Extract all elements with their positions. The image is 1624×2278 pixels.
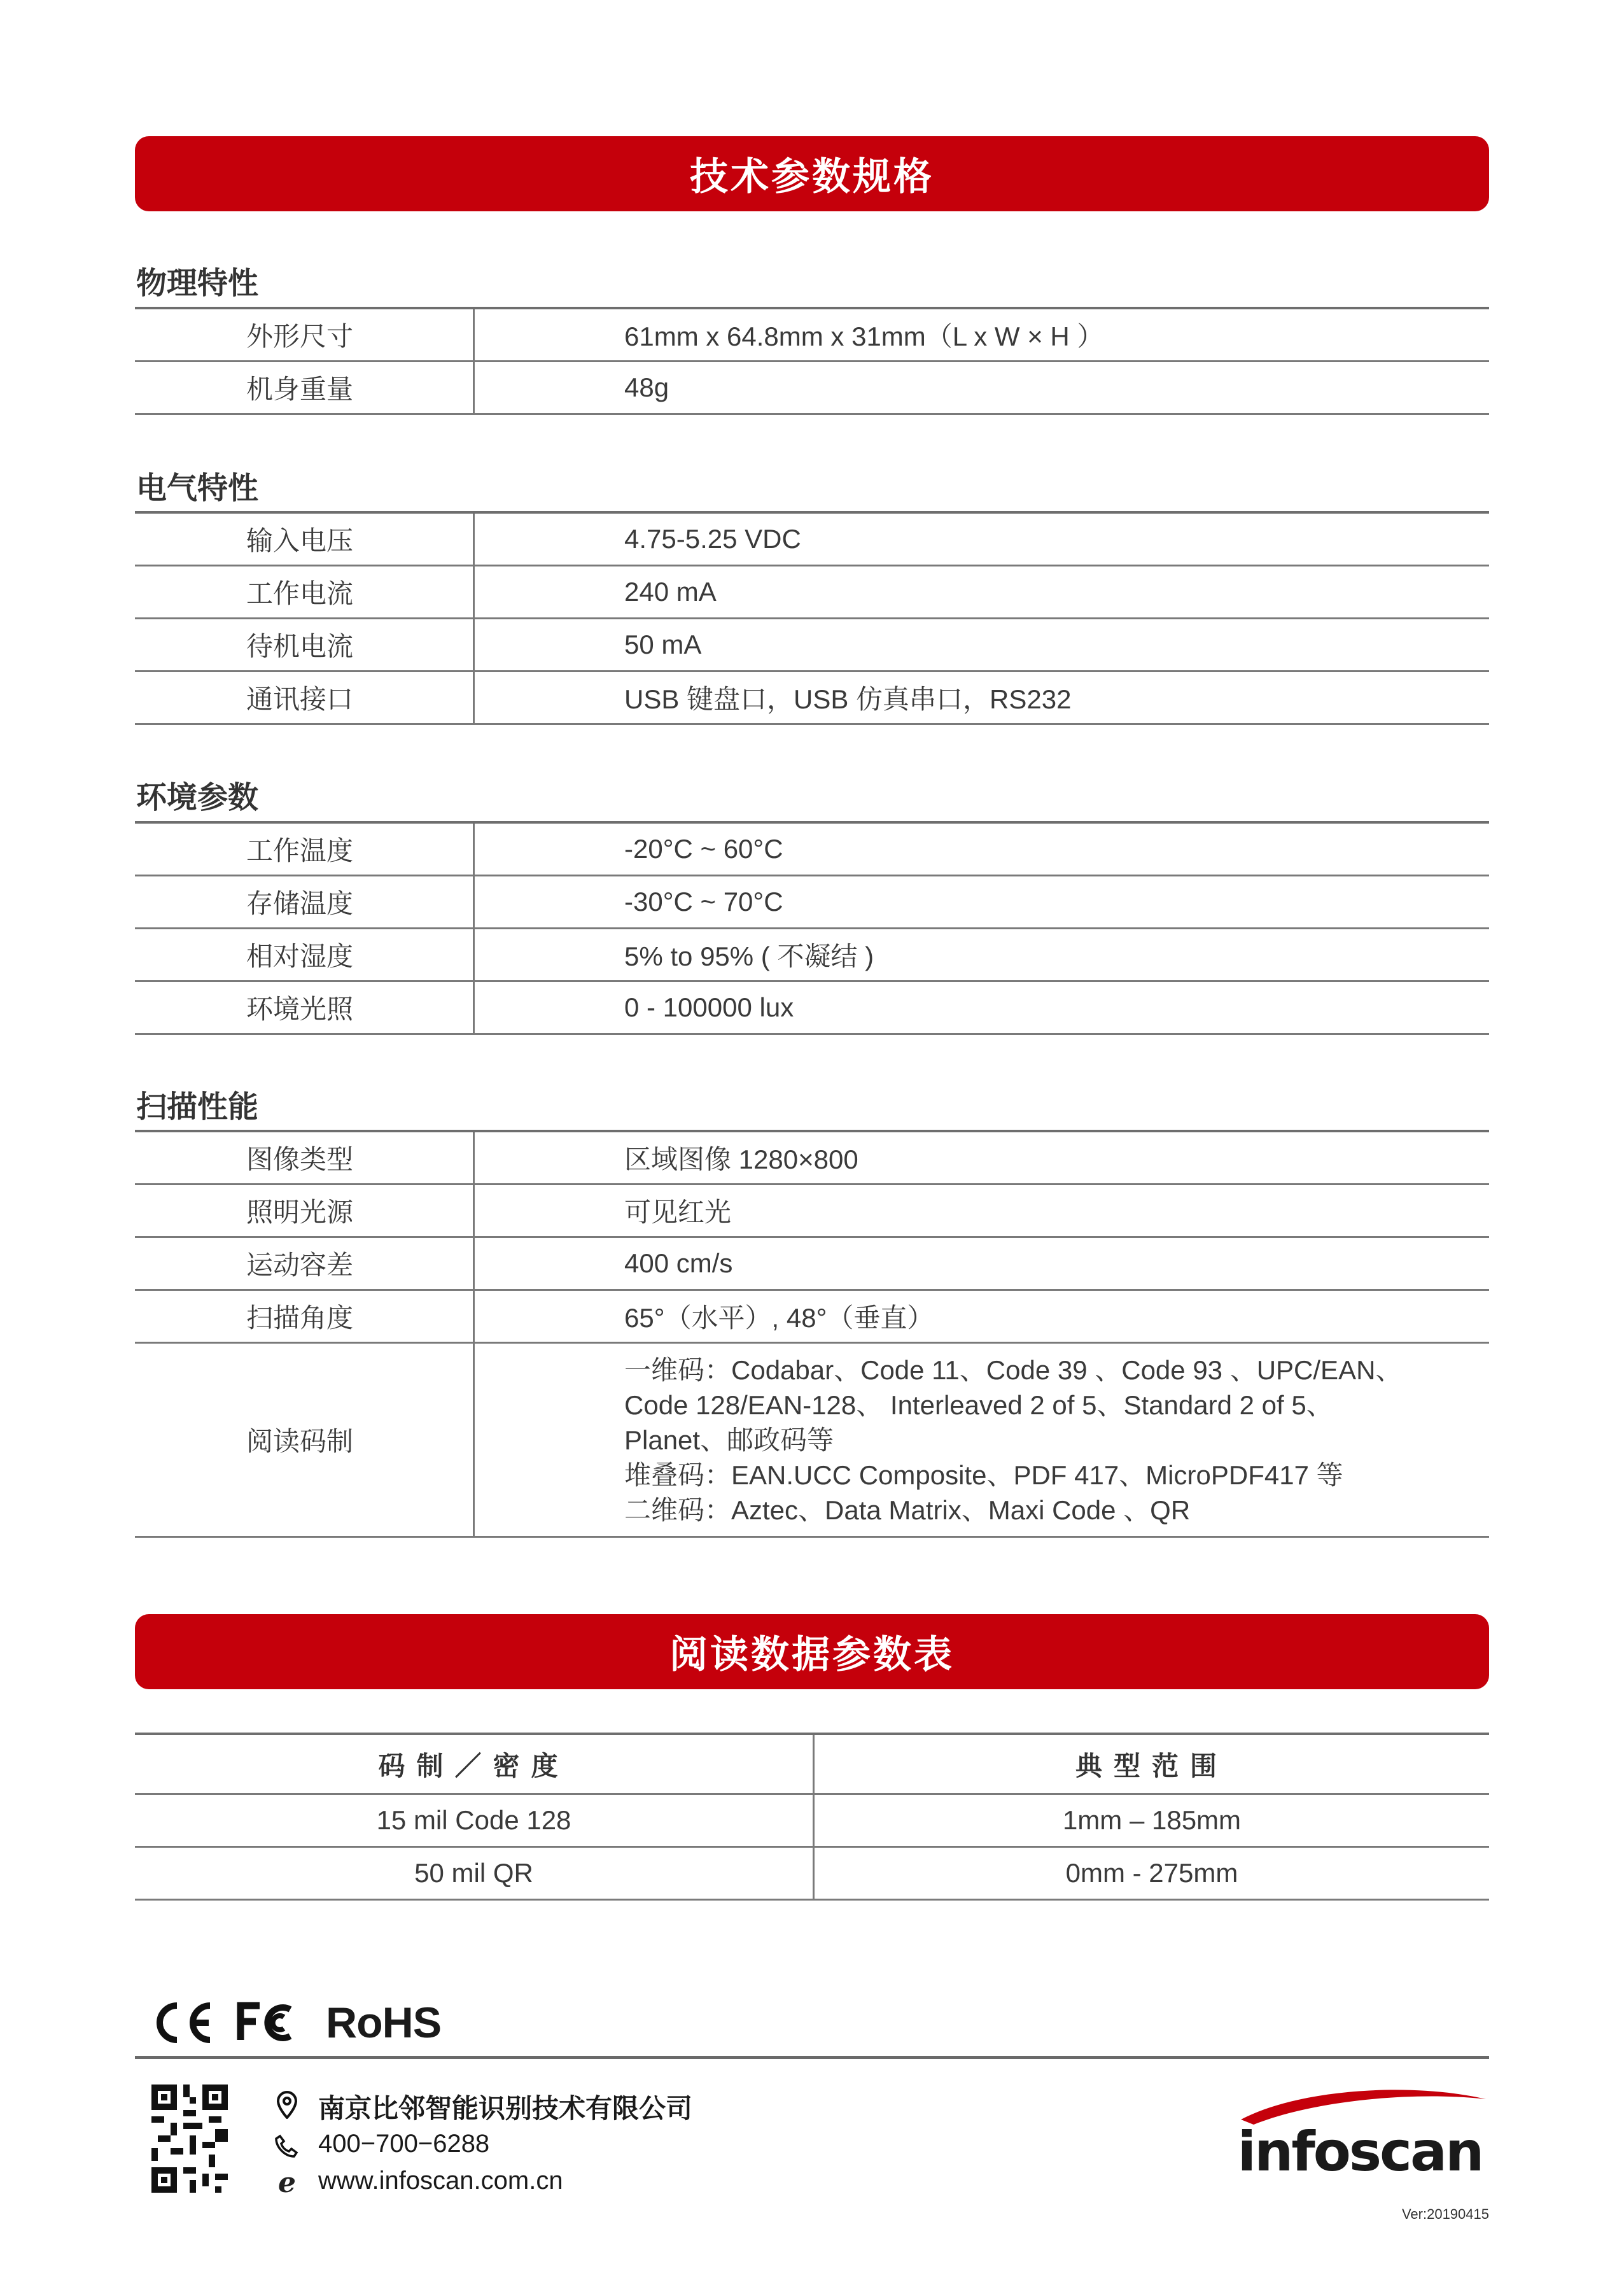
cell-symbology: 50 mil QR xyxy=(135,1848,815,1899)
table-row xyxy=(135,824,1489,876)
header-typical-range: 典型范围 xyxy=(1075,1750,1228,1781)
row-value: 65°（水平）, 48°（垂直） xyxy=(624,1303,934,1333)
row-value: 5% to 95% ( 不凝结 ) xyxy=(624,941,874,971)
electrical-table xyxy=(135,511,1489,725)
phone-icon xyxy=(272,2131,302,2160)
table-row xyxy=(135,929,1489,982)
symbology-line: 二维码：Aztec、Data Matrix、Maxi Code 、QR xyxy=(624,1494,1191,1525)
row-label: 存储温度 xyxy=(135,876,475,927)
row-label: 工作电流 xyxy=(135,566,475,617)
rohs-mark: RoHS xyxy=(326,1999,442,2047)
table-row xyxy=(135,982,1489,1035)
row-label: 图像类型 xyxy=(135,1132,475,1183)
web-icon: e xyxy=(278,2166,296,2199)
row-label: 环境光照 xyxy=(135,982,475,1033)
table-row xyxy=(135,362,1489,415)
row-value: 48g xyxy=(624,372,669,402)
row-label: 扫描角度 xyxy=(135,1291,475,1342)
table-row-symbology xyxy=(135,1344,1489,1538)
row-value: -30°C ~ 70°C xyxy=(624,887,783,917)
section-title-electrical: 电气特性 xyxy=(136,472,259,505)
company-name: 南京比邻智能识别技术有限公司 xyxy=(318,2093,693,2123)
read-banner-title: 阅读数据参数表 xyxy=(669,1633,955,1676)
row-label: 阅读码制 xyxy=(135,1344,475,1536)
table-row xyxy=(135,1795,1489,1848)
location-pin-icon xyxy=(272,2090,302,2120)
table-row xyxy=(135,1132,1489,1185)
footer-divider xyxy=(135,2056,1489,2059)
physical-table xyxy=(135,307,1489,415)
table-row xyxy=(135,619,1489,672)
row-value: 可见红光 xyxy=(624,1197,732,1227)
row-value: 240 mA xyxy=(624,577,717,607)
cell-range: 1mm – 185mm xyxy=(1062,1805,1242,1835)
row-label: 运动容差 xyxy=(135,1238,475,1289)
row-value: 61mm x 64.8mm x 31mm（L x W × H ） xyxy=(624,321,1104,351)
row-label: 相对湿度 xyxy=(135,929,475,980)
table-row xyxy=(135,1185,1489,1238)
read-range-table xyxy=(135,1733,1489,1901)
section-title-scan: 扫描性能 xyxy=(136,1090,259,1124)
infoscan-logo xyxy=(1228,2080,1492,2188)
table-row xyxy=(135,566,1489,619)
read-banner xyxy=(135,1614,1489,1689)
website-link[interactable]: www.infoscan.com.cn xyxy=(318,2167,563,2195)
spec-banner xyxy=(135,136,1489,211)
row-value: 0 - 100000 lux xyxy=(624,992,794,1022)
ce-mark-icon xyxy=(151,1997,215,2048)
table-row xyxy=(135,309,1489,362)
table-row xyxy=(135,1238,1489,1291)
table-row xyxy=(135,876,1489,929)
section-title-physical: 物理特性 xyxy=(136,267,259,300)
table-row xyxy=(135,514,1489,566)
scan-table xyxy=(135,1130,1489,1538)
section-title-environment: 环境参数 xyxy=(136,781,259,815)
cell-range: 0mm - 275mm xyxy=(1065,1858,1238,1888)
svg-text:infoscan: infoscan xyxy=(1237,2120,1483,2184)
symbology-line: Planet、邮政码等 xyxy=(624,1424,834,1455)
phone-number: 400−700−6288 xyxy=(318,2130,490,2158)
row-value: 50 mA xyxy=(624,629,702,659)
qr-code-icon xyxy=(151,2085,228,2193)
row-label: 待机电流 xyxy=(135,619,475,670)
table-header-row xyxy=(135,1735,1489,1795)
row-label: 机身重量 xyxy=(135,362,475,413)
symbology-line: Code 128/EAN-128、 Interleaved 2 of 5、Standard 2 of 5、 xyxy=(624,1389,1333,1420)
row-label: 工作温度 xyxy=(135,824,475,875)
table-row xyxy=(135,1291,1489,1344)
fcc-mark-icon xyxy=(237,1997,294,2048)
cell-symbology: 15 mil Code 128 xyxy=(135,1795,815,1846)
row-label: 输入电压 xyxy=(135,514,475,565)
symbology-list xyxy=(475,1344,1489,1536)
table-row xyxy=(135,672,1489,725)
row-value: 400 cm/s xyxy=(624,1248,733,1278)
row-value: 区域图像 1280×800 xyxy=(624,1144,858,1174)
row-value: 4.75-5.25 VDC xyxy=(624,524,801,554)
header-symbology-density: 码制／密度 xyxy=(135,1735,815,1793)
row-value: USB 键盘口，USB 仿真串口，RS232 xyxy=(624,684,1072,714)
version-label: Ver:20190415 xyxy=(1401,2206,1489,2222)
environment-table xyxy=(135,821,1489,1035)
spec-banner-title: 技术参数规格 xyxy=(690,155,934,198)
row-label: 外形尺寸 xyxy=(135,309,475,360)
table-row xyxy=(135,1848,1489,1901)
symbology-line: 堆叠码：EAN.UCC Composite、PDF 417、MicroPDF417 等 xyxy=(624,1459,1343,1490)
row-label: 照明光源 xyxy=(135,1185,475,1236)
row-value: -20°C ~ 60°C xyxy=(624,834,783,864)
row-label: 通讯接口 xyxy=(135,672,475,723)
symbology-line: 一维码：Codabar、Code 11、Code 39 、Code 93 、UPC/EAN、 xyxy=(624,1354,1403,1385)
